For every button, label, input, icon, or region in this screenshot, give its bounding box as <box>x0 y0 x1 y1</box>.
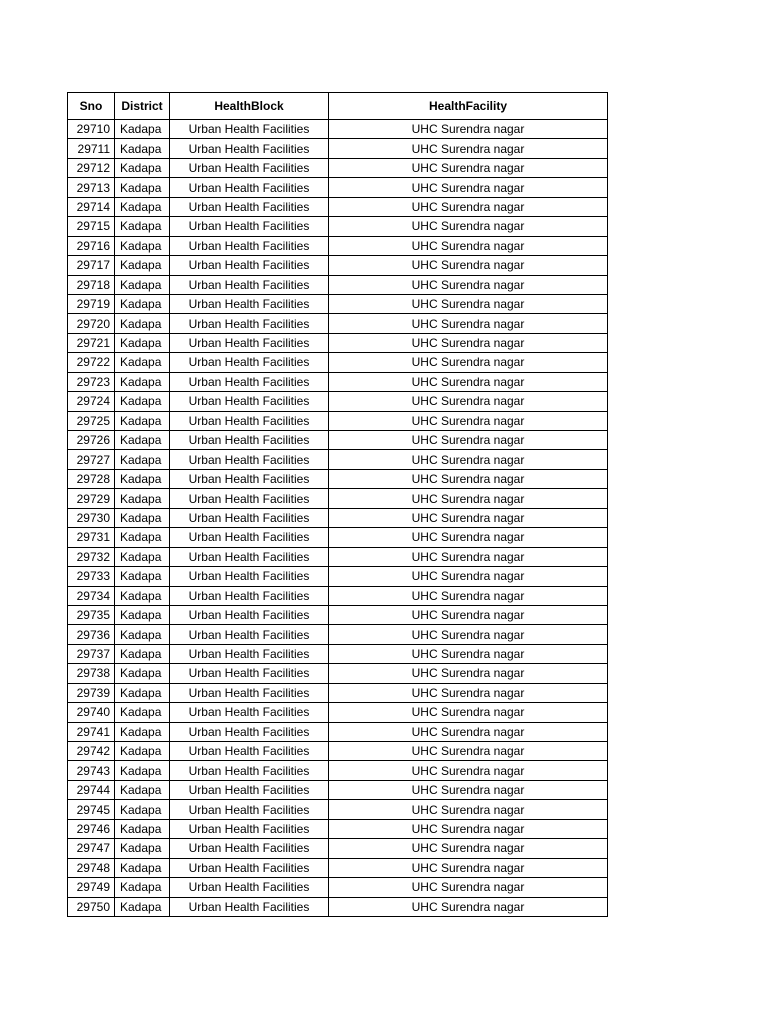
cell-district: Kadapa <box>115 761 170 780</box>
cell-health-facility: UHC Surendra nagar <box>329 256 608 275</box>
cell-health-facility: UHC Surendra nagar <box>329 236 608 255</box>
cell-sno: 29710 <box>68 120 115 139</box>
cell-sno: 29743 <box>68 761 115 780</box>
cell-district: Kadapa <box>115 683 170 702</box>
cell-district: Kadapa <box>115 800 170 819</box>
cell-health-block: Urban Health Facilities <box>170 839 329 858</box>
cell-health-facility: UHC Surendra nagar <box>329 605 608 624</box>
cell-health-facility: UHC Surendra nagar <box>329 586 608 605</box>
cell-district: Kadapa <box>115 469 170 488</box>
cell-health-facility: UHC Surendra nagar <box>329 761 608 780</box>
cell-health-block: Urban Health Facilities <box>170 353 329 372</box>
cell-health-facility: UHC Surendra nagar <box>329 353 608 372</box>
cell-health-facility: UHC Surendra nagar <box>329 625 608 644</box>
cell-district: Kadapa <box>115 878 170 897</box>
table-row <box>68 508 608 527</box>
cell-sno: 29714 <box>68 197 115 216</box>
cell-health-block: Urban Health Facilities <box>170 722 329 741</box>
table-header <box>68 93 608 120</box>
table-row <box>68 761 608 780</box>
cell-sno: 29736 <box>68 625 115 644</box>
cell-district: Kadapa <box>115 858 170 877</box>
cell-sno: 29720 <box>68 314 115 333</box>
cell-sno: 29715 <box>68 217 115 236</box>
cell-district: Kadapa <box>115 353 170 372</box>
cell-district: Kadapa <box>115 528 170 547</box>
table-row <box>68 839 608 858</box>
cell-health-block: Urban Health Facilities <box>170 644 329 663</box>
cell-health-block: Urban Health Facilities <box>170 314 329 333</box>
cell-district: Kadapa <box>115 839 170 858</box>
cell-sno: 29749 <box>68 878 115 897</box>
cell-health-facility: UHC Surendra nagar <box>329 450 608 469</box>
cell-health-facility: UHC Surendra nagar <box>329 469 608 488</box>
cell-sno: 29713 <box>68 178 115 197</box>
table-row <box>68 178 608 197</box>
cell-district: Kadapa <box>115 586 170 605</box>
cell-sno: 29726 <box>68 431 115 450</box>
cell-health-facility: UHC Surendra nagar <box>329 780 608 799</box>
table-row <box>68 644 608 663</box>
table-row <box>68 547 608 566</box>
table-row <box>68 333 608 352</box>
cell-sno: 29732 <box>68 547 115 566</box>
cell-sno: 29731 <box>68 528 115 547</box>
cell-health-block: Urban Health Facilities <box>170 683 329 702</box>
table-row <box>68 294 608 313</box>
table-row <box>68 819 608 838</box>
cell-health-facility: UHC Surendra nagar <box>329 664 608 683</box>
cell-health-facility: UHC Surendra nagar <box>329 508 608 527</box>
cell-sno: 29719 <box>68 294 115 313</box>
table-row <box>68 489 608 508</box>
header-health-block: HealthBlock <box>170 93 329 120</box>
cell-health-block: Urban Health Facilities <box>170 664 329 683</box>
table-row <box>68 858 608 877</box>
cell-district: Kadapa <box>115 431 170 450</box>
table-body <box>68 120 608 917</box>
table-row <box>68 469 608 488</box>
cell-health-block: Urban Health Facilities <box>170 139 329 158</box>
table-row <box>68 236 608 255</box>
cell-health-facility: UHC Surendra nagar <box>329 800 608 819</box>
cell-sno: 29747 <box>68 839 115 858</box>
document-sheet <box>67 92 608 917</box>
cell-health-facility: UHC Surendra nagar <box>329 120 608 139</box>
cell-health-block: Urban Health Facilities <box>170 256 329 275</box>
cell-health-facility: UHC Surendra nagar <box>329 897 608 916</box>
table-row <box>68 528 608 547</box>
header-district: District <box>115 93 170 120</box>
cell-district: Kadapa <box>115 314 170 333</box>
cell-sno: 29729 <box>68 489 115 508</box>
cell-health-block: Urban Health Facilities <box>170 780 329 799</box>
cell-health-facility: UHC Surendra nagar <box>329 333 608 352</box>
cell-sno: 29711 <box>68 139 115 158</box>
table-row <box>68 800 608 819</box>
cell-district: Kadapa <box>115 664 170 683</box>
cell-sno: 29738 <box>68 664 115 683</box>
cell-health-block: Urban Health Facilities <box>170 605 329 624</box>
cell-health-facility: UHC Surendra nagar <box>329 158 608 177</box>
cell-health-block: Urban Health Facilities <box>170 120 329 139</box>
cell-district: Kadapa <box>115 547 170 566</box>
cell-district: Kadapa <box>115 567 170 586</box>
cell-health-facility: UHC Surendra nagar <box>329 372 608 391</box>
cell-health-facility: UHC Surendra nagar <box>329 703 608 722</box>
cell-district: Kadapa <box>115 508 170 527</box>
cell-district: Kadapa <box>115 392 170 411</box>
cell-sno: 29735 <box>68 605 115 624</box>
cell-health-facility: UHC Surendra nagar <box>329 217 608 236</box>
table-row <box>68 605 608 624</box>
cell-health-block: Urban Health Facilities <box>170 236 329 255</box>
table-row <box>68 372 608 391</box>
cell-district: Kadapa <box>115 333 170 352</box>
cell-health-block: Urban Health Facilities <box>170 819 329 838</box>
cell-health-block: Urban Health Facilities <box>170 508 329 527</box>
cell-health-block: Urban Health Facilities <box>170 294 329 313</box>
cell-health-block: Urban Health Facilities <box>170 450 329 469</box>
cell-sno: 29741 <box>68 722 115 741</box>
cell-district: Kadapa <box>115 120 170 139</box>
cell-health-block: Urban Health Facilities <box>170 275 329 294</box>
cell-health-block: Urban Health Facilities <box>170 489 329 508</box>
cell-district: Kadapa <box>115 703 170 722</box>
cell-health-block: Urban Health Facilities <box>170 761 329 780</box>
cell-sno: 29733 <box>68 567 115 586</box>
cell-district: Kadapa <box>115 411 170 430</box>
table-row <box>68 353 608 372</box>
cell-district: Kadapa <box>115 780 170 799</box>
cell-health-block: Urban Health Facilities <box>170 431 329 450</box>
cell-sno: 29716 <box>68 236 115 255</box>
cell-sno: 29745 <box>68 800 115 819</box>
cell-sno: 29740 <box>68 703 115 722</box>
cell-district: Kadapa <box>115 256 170 275</box>
cell-district: Kadapa <box>115 178 170 197</box>
cell-sno: 29750 <box>68 897 115 916</box>
header-health-facility: HealthFacility <box>329 93 608 120</box>
cell-health-facility: UHC Surendra nagar <box>329 392 608 411</box>
cell-sno: 29748 <box>68 858 115 877</box>
table-row <box>68 392 608 411</box>
cell-health-facility: UHC Surendra nagar <box>329 275 608 294</box>
cell-health-block: Urban Health Facilities <box>170 586 329 605</box>
cell-sno: 29725 <box>68 411 115 430</box>
cell-district: Kadapa <box>115 644 170 663</box>
cell-health-block: Urban Health Facilities <box>170 878 329 897</box>
cell-sno: 29734 <box>68 586 115 605</box>
table-row <box>68 897 608 916</box>
cell-district: Kadapa <box>115 722 170 741</box>
cell-sno: 29746 <box>68 819 115 838</box>
cell-sno: 29727 <box>68 450 115 469</box>
cell-health-facility: UHC Surendra nagar <box>329 178 608 197</box>
cell-health-block: Urban Health Facilities <box>170 178 329 197</box>
table-row <box>68 625 608 644</box>
table-row <box>68 256 608 275</box>
cell-health-block: Urban Health Facilities <box>170 567 329 586</box>
cell-sno: 29722 <box>68 353 115 372</box>
cell-health-block: Urban Health Facilities <box>170 742 329 761</box>
cell-health-block: Urban Health Facilities <box>170 800 329 819</box>
header-sno: Sno <box>68 93 115 120</box>
table-row <box>68 780 608 799</box>
header-row <box>68 93 608 120</box>
cell-health-facility: UHC Surendra nagar <box>329 314 608 333</box>
cell-district: Kadapa <box>115 275 170 294</box>
cell-health-block: Urban Health Facilities <box>170 197 329 216</box>
table-row <box>68 664 608 683</box>
cell-sno: 29718 <box>68 275 115 294</box>
table-row <box>68 722 608 741</box>
cell-health-facility: UHC Surendra nagar <box>329 644 608 663</box>
cell-health-facility: UHC Surendra nagar <box>329 411 608 430</box>
cell-health-block: Urban Health Facilities <box>170 333 329 352</box>
cell-health-facility: UHC Surendra nagar <box>329 547 608 566</box>
cell-health-block: Urban Health Facilities <box>170 217 329 236</box>
table-row <box>68 411 608 430</box>
cell-sno: 29712 <box>68 158 115 177</box>
cell-health-facility: UHC Surendra nagar <box>329 431 608 450</box>
cell-health-block: Urban Health Facilities <box>170 469 329 488</box>
table-row <box>68 450 608 469</box>
table-row <box>68 158 608 177</box>
cell-district: Kadapa <box>115 197 170 216</box>
cell-district: Kadapa <box>115 489 170 508</box>
cell-district: Kadapa <box>115 236 170 255</box>
cell-health-block: Urban Health Facilities <box>170 858 329 877</box>
cell-sno: 29737 <box>68 644 115 663</box>
table-row <box>68 586 608 605</box>
cell-health-facility: UHC Surendra nagar <box>329 878 608 897</box>
cell-district: Kadapa <box>115 605 170 624</box>
cell-district: Kadapa <box>115 139 170 158</box>
table-row <box>68 703 608 722</box>
cell-sno: 29724 <box>68 392 115 411</box>
cell-sno: 29730 <box>68 508 115 527</box>
table-row <box>68 683 608 702</box>
cell-district: Kadapa <box>115 372 170 391</box>
cell-health-facility: UHC Surendra nagar <box>329 139 608 158</box>
cell-health-facility: UHC Surendra nagar <box>329 567 608 586</box>
cell-district: Kadapa <box>115 158 170 177</box>
cell-health-block: Urban Health Facilities <box>170 547 329 566</box>
cell-district: Kadapa <box>115 742 170 761</box>
table-row <box>68 431 608 450</box>
cell-health-block: Urban Health Facilities <box>170 703 329 722</box>
cell-health-block: Urban Health Facilities <box>170 158 329 177</box>
cell-district: Kadapa <box>115 625 170 644</box>
cell-health-facility: UHC Surendra nagar <box>329 683 608 702</box>
cell-sno: 29728 <box>68 469 115 488</box>
table-row <box>68 197 608 216</box>
cell-sno: 29744 <box>68 780 115 799</box>
cell-health-facility: UHC Surendra nagar <box>329 197 608 216</box>
cell-health-block: Urban Health Facilities <box>170 625 329 644</box>
cell-district: Kadapa <box>115 294 170 313</box>
cell-sno: 29742 <box>68 742 115 761</box>
health-facilities-table <box>67 92 608 917</box>
cell-health-block: Urban Health Facilities <box>170 897 329 916</box>
cell-health-facility: UHC Surendra nagar <box>329 294 608 313</box>
cell-sno: 29739 <box>68 683 115 702</box>
cell-sno: 29717 <box>68 256 115 275</box>
table-row <box>68 217 608 236</box>
table-row <box>68 275 608 294</box>
cell-health-facility: UHC Surendra nagar <box>329 742 608 761</box>
table-row <box>68 567 608 586</box>
cell-health-block: Urban Health Facilities <box>170 411 329 430</box>
table-row <box>68 742 608 761</box>
cell-sno: 29723 <box>68 372 115 391</box>
cell-district: Kadapa <box>115 450 170 469</box>
cell-district: Kadapa <box>115 217 170 236</box>
cell-health-facility: UHC Surendra nagar <box>329 839 608 858</box>
cell-district: Kadapa <box>115 897 170 916</box>
table-row <box>68 120 608 139</box>
cell-health-facility: UHC Surendra nagar <box>329 489 608 508</box>
cell-district: Kadapa <box>115 819 170 838</box>
cell-health-block: Urban Health Facilities <box>170 392 329 411</box>
table-row <box>68 314 608 333</box>
cell-health-facility: UHC Surendra nagar <box>329 819 608 838</box>
cell-health-block: Urban Health Facilities <box>170 528 329 547</box>
cell-health-block: Urban Health Facilities <box>170 372 329 391</box>
table-row <box>68 139 608 158</box>
cell-health-facility: UHC Surendra nagar <box>329 858 608 877</box>
cell-sno: 29721 <box>68 333 115 352</box>
cell-health-facility: UHC Surendra nagar <box>329 722 608 741</box>
table-row <box>68 878 608 897</box>
cell-health-facility: UHC Surendra nagar <box>329 528 608 547</box>
